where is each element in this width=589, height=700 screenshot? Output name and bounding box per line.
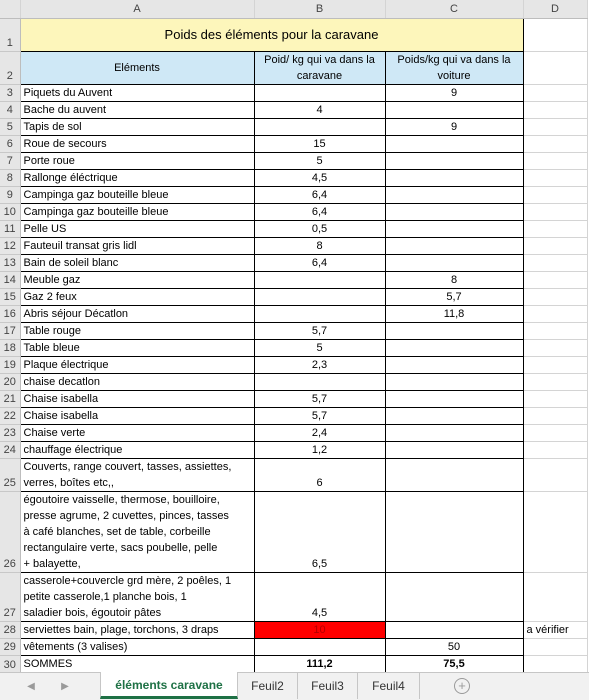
voiture-weight-cell[interactable] bbox=[385, 424, 523, 441]
header-row bbox=[0, 51, 587, 84]
row-header[interactable]: 12 bbox=[0, 237, 20, 254]
row-header[interactable]: 11 bbox=[0, 220, 20, 237]
note-cell[interactable] bbox=[523, 638, 587, 655]
table-row bbox=[0, 169, 587, 186]
voiture-weight-cell[interactable]: 8 bbox=[385, 271, 523, 288]
row-header[interactable]: 20 bbox=[0, 373, 20, 390]
table-row bbox=[0, 621, 587, 638]
caravane-weight-cell[interactable]: 6 bbox=[254, 458, 385, 491]
table-row bbox=[0, 441, 587, 458]
note-cell[interactable] bbox=[523, 237, 587, 254]
note-cell[interactable] bbox=[523, 424, 587, 441]
voiture-weight-cell[interactable]: 11,8 bbox=[385, 305, 523, 322]
tab-feuil3[interactable]: Feuil3 bbox=[298, 673, 358, 699]
table-row bbox=[0, 220, 587, 237]
table-row bbox=[0, 271, 587, 288]
voiture-weight-cell[interactable] bbox=[385, 101, 523, 118]
cell[interactable] bbox=[523, 51, 587, 84]
row-header[interactable]: 10 bbox=[0, 203, 20, 220]
voiture-weight-cell[interactable] bbox=[385, 356, 523, 373]
row-header[interactable]: 29 bbox=[0, 638, 20, 655]
table-row bbox=[0, 638, 587, 655]
table-row bbox=[0, 101, 587, 118]
column-header-d[interactable]: D bbox=[523, 0, 587, 18]
voiture-weight-cell[interactable] bbox=[385, 339, 523, 356]
caravane-weight-cell[interactable]: 6,5 bbox=[254, 491, 385, 572]
element-name-cell[interactable]: Roue de secours bbox=[20, 135, 254, 152]
voiture-weight-cell[interactable] bbox=[385, 373, 523, 390]
element-name-cell[interactable]: Campinga gaz bouteille bleue bbox=[20, 186, 254, 203]
note-cell[interactable] bbox=[523, 288, 587, 305]
voiture-weight-cell[interactable] bbox=[385, 572, 523, 621]
table-row bbox=[0, 373, 587, 390]
row-header[interactable]: 26 bbox=[0, 491, 20, 572]
table-row bbox=[0, 322, 587, 339]
row-header[interactable]: 18 bbox=[0, 339, 20, 356]
tab-feuil4[interactable]: Feuil4 bbox=[358, 673, 420, 699]
row-header[interactable]: 3 bbox=[0, 84, 20, 101]
element-name-cell[interactable]: chaise decatlon bbox=[20, 373, 254, 390]
voiture-weight-cell[interactable] bbox=[385, 322, 523, 339]
header-caravane-cell[interactable]: Poid/ kg qui va dans la caravane bbox=[254, 51, 385, 84]
voiture-weight-cell[interactable]: 9 bbox=[385, 118, 523, 135]
sum-voiture-cell[interactable]: 75,5 bbox=[385, 655, 523, 673]
element-name-cell[interactable]: Porte roue bbox=[20, 152, 254, 169]
note-cell[interactable] bbox=[523, 203, 587, 220]
note-cell[interactable] bbox=[523, 254, 587, 271]
plus-circle-icon[interactable]: + bbox=[454, 678, 470, 694]
row-header[interactable]: 13 bbox=[0, 254, 20, 271]
voiture-weight-cell[interactable]: 50 bbox=[385, 638, 523, 655]
caravane-weight-cell[interactable]: 5,7 bbox=[254, 407, 385, 424]
table-row bbox=[0, 572, 587, 621]
chevron-left-icon[interactable]: ◀ bbox=[27, 681, 35, 692]
note-cell[interactable] bbox=[523, 373, 587, 390]
caravane-weight-cell[interactable] bbox=[254, 373, 385, 390]
voiture-weight-cell[interactable] bbox=[385, 390, 523, 407]
row-header[interactable]: 30 bbox=[0, 655, 20, 673]
chevron-right-icon[interactable]: ▶ bbox=[61, 681, 69, 692]
element-name-cell[interactable]: Chaise isabella bbox=[20, 407, 254, 424]
table-row bbox=[0, 186, 587, 203]
note-cell[interactable] bbox=[523, 491, 587, 572]
row-header[interactable]: 21 bbox=[0, 390, 20, 407]
sum-caravane-cell[interactable]: 111,2 bbox=[254, 655, 385, 673]
voiture-weight-cell[interactable]: 5,7 bbox=[385, 288, 523, 305]
caravane-weight-cell[interactable]: 5,7 bbox=[254, 322, 385, 339]
row-header[interactable]: 19 bbox=[0, 356, 20, 373]
column-header-row bbox=[0, 0, 587, 18]
voiture-weight-cell[interactable] bbox=[385, 186, 523, 203]
caravane-weight-cell[interactable]: 1,2 bbox=[254, 441, 385, 458]
element-name-cell[interactable]: Bache du auvent bbox=[20, 101, 254, 118]
row-header[interactable]: 9 bbox=[0, 186, 20, 203]
table-row bbox=[0, 237, 587, 254]
cell[interactable] bbox=[523, 18, 587, 51]
element-name-cell[interactable]: Pelle US bbox=[20, 220, 254, 237]
title-row bbox=[0, 18, 587, 51]
row-header[interactable]: 23 bbox=[0, 424, 20, 441]
table-row bbox=[0, 424, 587, 441]
note-cell[interactable] bbox=[523, 322, 587, 339]
note-cell[interactable] bbox=[523, 118, 587, 135]
voiture-weight-cell[interactable] bbox=[385, 441, 523, 458]
element-name-cell[interactable]: égoutoire vaisselle, thermose, bouilloire, presse agrume, 2 cuvettes, pinces, tasses à café blanches, set de table, corbeille rectangulaire verte, sacs poubelle, pelle + balayette, bbox=[20, 491, 254, 572]
sheet-title-cell[interactable]: Poids des éléments pour la caravane bbox=[20, 18, 523, 51]
table-row bbox=[0, 254, 587, 271]
row-header[interactable]: 16 bbox=[0, 305, 20, 322]
caravane-weight-cell[interactable]: 6,4 bbox=[254, 203, 385, 220]
table-row bbox=[0, 339, 587, 356]
element-name-cell[interactable]: serviettes bain, plage, torchons, 3 draps bbox=[20, 621, 254, 638]
row-header[interactable]: 28 bbox=[0, 621, 20, 638]
caravane-weight-cell[interactable]: 15 bbox=[254, 135, 385, 152]
element-name-cell[interactable]: Rallonge éléctrique bbox=[20, 169, 254, 186]
row-header[interactable]: 4 bbox=[0, 101, 20, 118]
row-header[interactable]: 24 bbox=[0, 441, 20, 458]
caravane-weight-cell[interactable] bbox=[254, 288, 385, 305]
element-name-cell[interactable]: Abris séjour Décatlon bbox=[20, 305, 254, 322]
voiture-weight-cell[interactable] bbox=[385, 491, 523, 572]
element-name-cell[interactable]: Campinga gaz bouteille bleue bbox=[20, 203, 254, 220]
table-row bbox=[0, 203, 587, 220]
row-header[interactable]: 6 bbox=[0, 135, 20, 152]
element-name-cell[interactable]: Table bleue bbox=[20, 339, 254, 356]
element-name-cell[interactable]: chauffage électrique bbox=[20, 441, 254, 458]
header-elements-cell[interactable]: Eléments bbox=[20, 51, 254, 84]
note-cell[interactable] bbox=[523, 407, 587, 424]
column-header-a[interactable]: A bbox=[20, 0, 254, 18]
note-cell[interactable] bbox=[523, 458, 587, 491]
caravane-weight-cell[interactable]: 5 bbox=[254, 339, 385, 356]
note-cell[interactable] bbox=[523, 220, 587, 237]
table-row bbox=[0, 407, 587, 424]
element-name-cell[interactable]: Chaise verte bbox=[20, 424, 254, 441]
caravane-weight-cell[interactable]: 5,7 bbox=[254, 390, 385, 407]
column-header-c[interactable]: C bbox=[385, 0, 523, 18]
voiture-weight-cell[interactable] bbox=[385, 220, 523, 237]
caravane-weight-cell[interactable]: 6,4 bbox=[254, 254, 385, 271]
voiture-weight-cell[interactable]: 9 bbox=[385, 84, 523, 101]
voiture-weight-cell[interactable] bbox=[385, 203, 523, 220]
row-header[interactable]: 7 bbox=[0, 152, 20, 169]
caravane-weight-cell[interactable]: 6,4 bbox=[254, 186, 385, 203]
sheet-tab-bar bbox=[0, 672, 589, 700]
note-cell[interactable]: a vérifier bbox=[523, 621, 587, 638]
row-header[interactable]: 1 bbox=[0, 18, 20, 51]
element-name-cell[interactable]: Meuble gaz bbox=[20, 271, 254, 288]
table-row bbox=[0, 356, 587, 373]
caravane-weight-cell[interactable]: 4,5 bbox=[254, 169, 385, 186]
note-cell[interactable] bbox=[523, 305, 587, 322]
voiture-weight-cell[interactable] bbox=[385, 237, 523, 254]
voiture-weight-cell[interactable] bbox=[385, 407, 523, 424]
table-row bbox=[0, 84, 587, 101]
element-name-cell[interactable]: Chaise isabella bbox=[20, 390, 254, 407]
table-row bbox=[0, 305, 587, 322]
caravane-weight-cell[interactable] bbox=[254, 305, 385, 322]
table-row bbox=[0, 288, 587, 305]
caravane-weight-cell[interactable] bbox=[254, 118, 385, 135]
note-cell[interactable] bbox=[523, 356, 587, 373]
element-name-cell[interactable]: Gaz 2 feux bbox=[20, 288, 254, 305]
caravane-weight-cell[interactable]: 5 bbox=[254, 152, 385, 169]
element-name-cell[interactable]: Tapis de sol bbox=[20, 118, 254, 135]
element-name-cell[interactable]: Fauteuil transat gris lidl bbox=[20, 237, 254, 254]
element-name-cell[interactable]: vêtements (3 valises) bbox=[20, 638, 254, 655]
caravane-weight-cell[interactable]: 0,5 bbox=[254, 220, 385, 237]
note-cell[interactable] bbox=[523, 135, 587, 152]
tab-feuil2[interactable]: Feuil2 bbox=[238, 673, 298, 699]
element-name-cell[interactable]: Couverts, range couvert, tasses, assiettes, verres, boîtes etc,, bbox=[20, 458, 254, 491]
tab-elements-caravane[interactable]: éléments caravane bbox=[100, 672, 238, 699]
voiture-weight-cell[interactable] bbox=[385, 621, 523, 638]
note-cell[interactable] bbox=[523, 84, 587, 101]
row-header[interactable]: 27 bbox=[0, 572, 20, 621]
row-header[interactable]: 25 bbox=[0, 458, 20, 491]
row-header[interactable]: 8 bbox=[0, 169, 20, 186]
element-name-cell[interactable]: Table rouge bbox=[20, 322, 254, 339]
row-header[interactable]: 14 bbox=[0, 271, 20, 288]
note-cell[interactable] bbox=[523, 441, 587, 458]
row-header[interactable]: 2 bbox=[0, 51, 20, 84]
caravane-weight-cell[interactable]: 8 bbox=[254, 237, 385, 254]
sums-label-cell[interactable]: SOMMES bbox=[20, 655, 254, 673]
caravane-weight-cell[interactable]: 2,4 bbox=[254, 424, 385, 441]
caravane-weight-cell[interactable]: 4 bbox=[254, 101, 385, 118]
caravane-weight-cell[interactable]: 2,3 bbox=[254, 356, 385, 373]
element-name-cell[interactable]: Bain de soleil blanc bbox=[20, 254, 254, 271]
row-header[interactable]: 15 bbox=[0, 288, 20, 305]
header-voiture-cell[interactable]: Poids/kg qui va dans la voiture bbox=[385, 51, 523, 84]
element-name-cell[interactable]: Plaque électrique bbox=[20, 356, 254, 373]
note-cell[interactable] bbox=[523, 339, 587, 356]
note-cell[interactable] bbox=[523, 169, 587, 186]
caravane-weight-cell[interactable] bbox=[254, 84, 385, 101]
caravane-weight-cell[interactable] bbox=[254, 271, 385, 288]
note-cell[interactable] bbox=[523, 101, 587, 118]
voiture-weight-cell[interactable] bbox=[385, 169, 523, 186]
column-header-b[interactable]: B bbox=[254, 0, 385, 18]
voiture-weight-cell[interactable] bbox=[385, 135, 523, 152]
row-header[interactable]: 17 bbox=[0, 322, 20, 339]
caravane-weight-cell[interactable]: 10 bbox=[254, 621, 385, 638]
cell[interactable] bbox=[523, 655, 587, 673]
note-cell[interactable] bbox=[523, 186, 587, 203]
table-row bbox=[0, 152, 587, 169]
note-cell[interactable] bbox=[523, 152, 587, 169]
voiture-weight-cell[interactable] bbox=[385, 458, 523, 491]
voiture-weight-cell[interactable] bbox=[385, 254, 523, 271]
row-header[interactable]: 5 bbox=[0, 118, 20, 135]
table-row bbox=[0, 491, 587, 572]
row-header[interactable]: 22 bbox=[0, 407, 20, 424]
note-cell[interactable] bbox=[523, 572, 587, 621]
element-name-cell[interactable]: Piquets du Auvent bbox=[20, 84, 254, 101]
element-name-cell[interactable]: casserole+couvercle grd mère, 2 poêles, 1 petite casserole,1 planche bois, 1 saladier bois, égoutoir pâtes bbox=[20, 572, 254, 621]
caravane-weight-cell[interactable]: 4,5 bbox=[254, 572, 385, 621]
note-cell[interactable] bbox=[523, 271, 587, 288]
note-cell[interactable] bbox=[523, 390, 587, 407]
table-row bbox=[0, 118, 587, 135]
sums-row bbox=[0, 655, 587, 673]
table-row bbox=[0, 458, 587, 491]
select-all-corner[interactable] bbox=[0, 0, 20, 18]
caravane-weight-cell[interactable] bbox=[254, 638, 385, 655]
voiture-weight-cell[interactable] bbox=[385, 152, 523, 169]
table-row bbox=[0, 390, 587, 407]
table-row bbox=[0, 135, 587, 152]
